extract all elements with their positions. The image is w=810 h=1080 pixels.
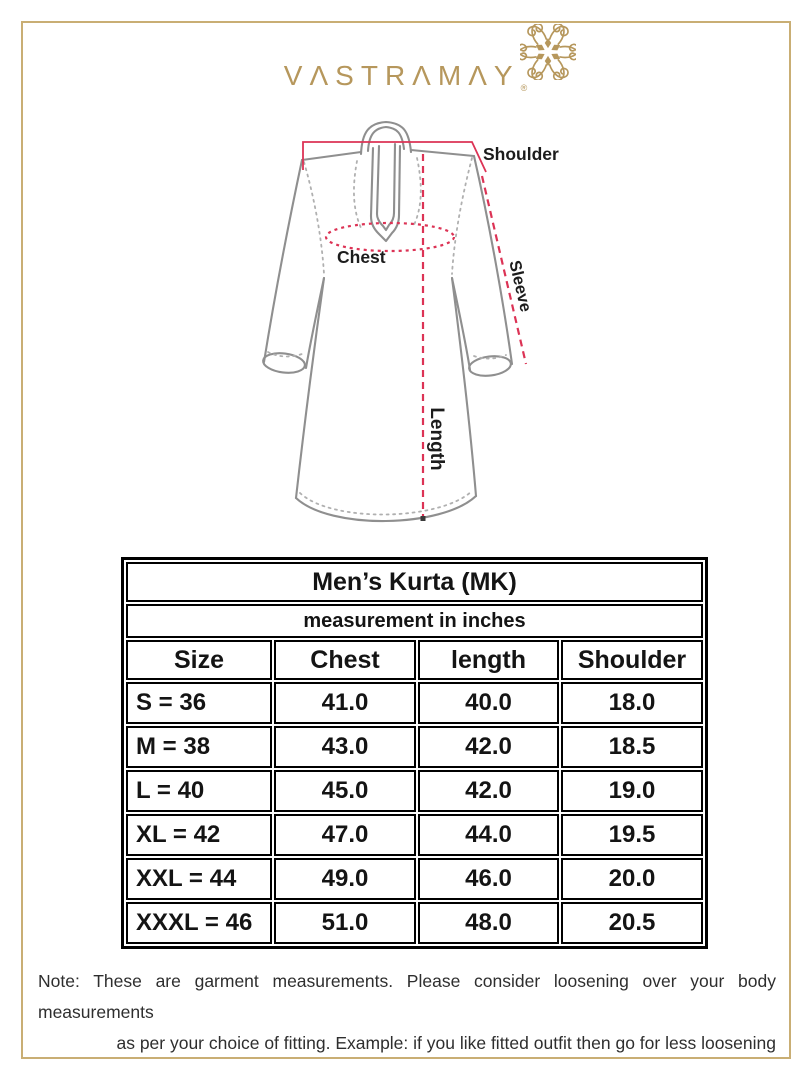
- value-cell: 20.5: [561, 902, 703, 944]
- column-header-chest: Chest: [274, 640, 416, 680]
- size-row: [126, 682, 703, 724]
- size-cell: L = 40: [126, 770, 272, 812]
- value-cell: 42.0: [418, 770, 559, 812]
- table-subtitle-row: [126, 604, 703, 638]
- brand-emblem-icon: [520, 24, 576, 80]
- registered-mark-icon: ®: [520, 83, 528, 93]
- value-cell: 42.0: [418, 726, 559, 768]
- value-cell: 43.0: [274, 726, 416, 768]
- length-end-dot: [421, 516, 426, 521]
- note-text: [38, 966, 776, 1059]
- table-title-row: [126, 562, 703, 602]
- value-cell: 18.5: [561, 726, 703, 768]
- size-cell: XXL = 44: [126, 858, 272, 900]
- brand-logo: [0, 60, 810, 92]
- size-cell: XXXL = 46: [126, 902, 272, 944]
- size-chart-table: [121, 557, 708, 949]
- size-row: [126, 770, 703, 812]
- value-cell: 41.0: [274, 682, 416, 724]
- value-cell: 20.0: [561, 858, 703, 900]
- stitch-details: [268, 158, 506, 515]
- size-row: [126, 726, 703, 768]
- measurement-annotations: [303, 142, 526, 519]
- value-cell: 46.0: [418, 858, 559, 900]
- value-cell: 19.5: [561, 814, 703, 856]
- kurta-outline: [262, 122, 512, 521]
- sleeve-label: Sleeve: [505, 258, 535, 314]
- size-cell: M = 38: [126, 726, 272, 768]
- size-cell: S = 36: [126, 682, 272, 724]
- chest-label: Chest: [337, 247, 386, 267]
- column-header-shoulder: Shoulder: [561, 640, 703, 680]
- value-cell: 51.0: [274, 902, 416, 944]
- value-cell: 18.0: [561, 682, 703, 724]
- length-label: Length: [426, 407, 447, 471]
- column-header-length: length: [418, 640, 559, 680]
- value-cell: 48.0: [418, 902, 559, 944]
- note-line-1: Note: These are garment measurements. Please consider loosening over your body measurements: [38, 971, 776, 1022]
- shoulder-label: Shoulder: [483, 144, 559, 164]
- table-header-row: [126, 640, 703, 680]
- size-cell: XL = 42: [126, 814, 272, 856]
- size-row: [126, 858, 703, 900]
- note-line-2: as per your choice of fitting. Example: if you like fitted outfit then go for less loosening: [116, 1033, 776, 1053]
- value-cell: 19.0: [561, 770, 703, 812]
- kurta-measurement-diagram: [240, 116, 570, 551]
- size-row: [126, 902, 703, 944]
- value-cell: 40.0: [418, 682, 559, 724]
- value-cell: 47.0: [274, 814, 416, 856]
- right-cuff: [468, 354, 512, 378]
- size-row: [126, 814, 703, 856]
- column-header-size: Size: [126, 640, 272, 680]
- table-subtitle: measurement in inches: [126, 604, 703, 638]
- value-cell: 45.0: [274, 770, 416, 812]
- value-cell: 44.0: [418, 814, 559, 856]
- table-title: Men’s Kurta (MK): [126, 562, 703, 602]
- brand-name: VΛSTRΛMΛY: [283, 60, 520, 91]
- value-cell: 49.0: [274, 858, 416, 900]
